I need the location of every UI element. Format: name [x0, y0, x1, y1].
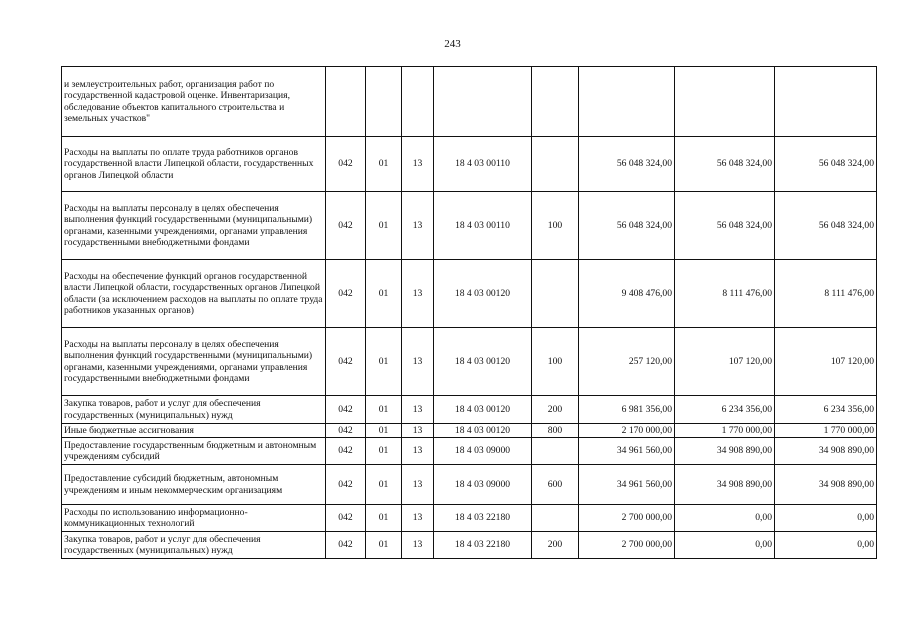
amount-year-1-cell: 56 048 324,00	[579, 137, 675, 192]
amount-year-1-cell: 2 170 000,00	[579, 424, 675, 438]
amount-year-3-cell: 56 048 324,00	[775, 192, 877, 260]
amount-year-3-cell	[775, 67, 877, 137]
expense-type-cell: 200	[532, 532, 579, 559]
table-row	[62, 137, 877, 192]
expense-type-cell	[532, 67, 579, 137]
subsection-code-cell: 13	[402, 532, 434, 559]
section-code-cell: 01	[366, 192, 402, 260]
target-article-cell: 18 4 03 00120	[434, 424, 532, 438]
subsection-code-cell: 13	[402, 328, 434, 396]
target-article-cell: 18 4 03 00120	[434, 396, 532, 424]
amount-year-1-cell	[579, 67, 675, 137]
amount-year-1-cell: 9 408 476,00	[579, 260, 675, 328]
subsection-code-cell: 13	[402, 465, 434, 505]
amount-year-1-cell: 2 700 000,00	[579, 532, 675, 559]
table-row	[62, 328, 877, 396]
section-code-cell: 01	[366, 532, 402, 559]
amount-year-3-cell: 6 234 356,00	[775, 396, 877, 424]
table-row	[62, 438, 877, 465]
ministry-code-cell	[326, 67, 366, 137]
ministry-code-cell: 042	[326, 192, 366, 260]
section-code-cell: 01	[366, 505, 402, 532]
amount-year-1-cell: 34 961 560,00	[579, 465, 675, 505]
expense-name-cell: Расходы на обеспечение функций органов государственной власти Липецкой области, государственных органов Липецкой области (за исключением расходов на выплаты по оплате труда работников указанных органов)	[62, 260, 326, 328]
target-article-cell: 18 4 03 22180	[434, 505, 532, 532]
subsection-code-cell: 13	[402, 424, 434, 438]
section-code-cell: 01	[366, 438, 402, 465]
table-row	[62, 424, 877, 438]
subsection-code-cell: 13	[402, 137, 434, 192]
expense-name-cell: и землеустроительных работ, организация работ по государственной кадастровой оценке. Инвентаризация, обследование объектов капитального строительства и земельных участков"	[62, 67, 326, 137]
ministry-code-cell: 042	[326, 396, 366, 424]
budget-table	[61, 66, 877, 559]
expense-type-cell	[532, 438, 579, 465]
amount-year-2-cell	[675, 67, 775, 137]
expense-type-cell	[532, 137, 579, 192]
amount-year-3-cell: 1 770 000,00	[775, 424, 877, 438]
amount-year-1-cell: 34 961 560,00	[579, 438, 675, 465]
expense-name-cell: Предоставление субсидий бюджетным, автономным учреждениям и иным некоммерческим организациям	[62, 465, 326, 505]
section-code-cell	[366, 67, 402, 137]
section-code-cell: 01	[366, 396, 402, 424]
ministry-code-cell: 042	[326, 438, 366, 465]
expense-name-cell: Закупка товаров, работ и услуг для обеспечения государственных (муниципальных) нужд	[62, 532, 326, 559]
amount-year-3-cell: 8 111 476,00	[775, 260, 877, 328]
subsection-code-cell: 13	[402, 505, 434, 532]
page-number: 243	[444, 38, 461, 50]
subsection-code-cell: 13	[402, 260, 434, 328]
expense-type-cell: 100	[532, 328, 579, 396]
expense-type-cell: 600	[532, 465, 579, 505]
expense-name-cell: Иные бюджетные ассигнования	[62, 424, 326, 438]
ministry-code-cell: 042	[326, 260, 366, 328]
target-article-cell: 18 4 03 09000	[434, 465, 532, 505]
section-code-cell: 01	[366, 424, 402, 438]
target-article-cell: 18 4 03 00110	[434, 137, 532, 192]
amount-year-3-cell: 34 908 890,00	[775, 438, 877, 465]
amount-year-2-cell: 107 120,00	[675, 328, 775, 396]
amount-year-2-cell: 1 770 000,00	[675, 424, 775, 438]
amount-year-1-cell: 2 700 000,00	[579, 505, 675, 532]
section-code-cell: 01	[366, 137, 402, 192]
expense-type-cell: 200	[532, 396, 579, 424]
expense-type-cell	[532, 260, 579, 328]
amount-year-2-cell: 0,00	[675, 505, 775, 532]
amount-year-1-cell: 6 981 356,00	[579, 396, 675, 424]
subsection-code-cell: 13	[402, 396, 434, 424]
expense-name-cell: Предоставление государственным бюджетным и автономным учреждениям субсидий	[62, 438, 326, 465]
amount-year-2-cell: 8 111 476,00	[675, 260, 775, 328]
table-row	[62, 465, 877, 505]
expense-type-cell: 800	[532, 424, 579, 438]
table-row	[62, 67, 877, 137]
amount-year-2-cell: 56 048 324,00	[675, 137, 775, 192]
ministry-code-cell: 042	[326, 328, 366, 396]
section-code-cell: 01	[366, 260, 402, 328]
target-article-cell	[434, 67, 532, 137]
section-code-cell: 01	[366, 328, 402, 396]
expense-name-cell: Расходы по использованию информационно-коммуникационных технологий	[62, 505, 326, 532]
ministry-code-cell: 042	[326, 137, 366, 192]
amount-year-2-cell: 34 908 890,00	[675, 438, 775, 465]
expense-type-cell: 100	[532, 192, 579, 260]
expense-name-cell: Закупка товаров, работ и услуг для обеспечения государственных (муниципальных) нужд	[62, 396, 326, 424]
subsection-code-cell: 13	[402, 438, 434, 465]
amount-year-3-cell: 0,00	[775, 505, 877, 532]
table-row	[62, 396, 877, 424]
target-article-cell: 18 4 03 22180	[434, 532, 532, 559]
target-article-cell: 18 4 03 00120	[434, 328, 532, 396]
amount-year-3-cell: 56 048 324,00	[775, 137, 877, 192]
ministry-code-cell: 042	[326, 424, 366, 438]
amount-year-2-cell: 56 048 324,00	[675, 192, 775, 260]
table-row	[62, 505, 877, 532]
section-code-cell: 01	[366, 465, 402, 505]
subsection-code-cell	[402, 67, 434, 137]
ministry-code-cell: 042	[326, 465, 366, 505]
amount-year-1-cell: 56 048 324,00	[579, 192, 675, 260]
table-row	[62, 192, 877, 260]
table-row	[62, 260, 877, 328]
expense-name-cell: Расходы на выплаты по оплате труда работников органов государственной власти Липецкой области, государственных органов Липецкой области	[62, 137, 326, 192]
amount-year-2-cell: 0,00	[675, 532, 775, 559]
target-article-cell: 18 4 03 00110	[434, 192, 532, 260]
amount-year-3-cell: 34 908 890,00	[775, 465, 877, 505]
table-row	[62, 532, 877, 559]
ministry-code-cell: 042	[326, 532, 366, 559]
expense-name-cell: Расходы на выплаты персоналу в целях обеспечения выполнения функций государственными (муниципальными) органами, казенными учреждениями, органами управления государственными внебюджетными фондами	[62, 192, 326, 260]
expense-name-cell: Расходы на выплаты персоналу в целях обеспечения выполнения функций государственными (муниципальными) органами, казенными учреждениями, органами управления государственными внебюджетными фондами	[62, 328, 326, 396]
amount-year-2-cell: 6 234 356,00	[675, 396, 775, 424]
target-article-cell: 18 4 03 09000	[434, 438, 532, 465]
amount-year-2-cell: 34 908 890,00	[675, 465, 775, 505]
expense-type-cell	[532, 505, 579, 532]
subsection-code-cell: 13	[402, 192, 434, 260]
amount-year-3-cell: 107 120,00	[775, 328, 877, 396]
target-article-cell: 18 4 03 00120	[434, 260, 532, 328]
ministry-code-cell: 042	[326, 505, 366, 532]
amount-year-3-cell: 0,00	[775, 532, 877, 559]
amount-year-1-cell: 257 120,00	[579, 328, 675, 396]
